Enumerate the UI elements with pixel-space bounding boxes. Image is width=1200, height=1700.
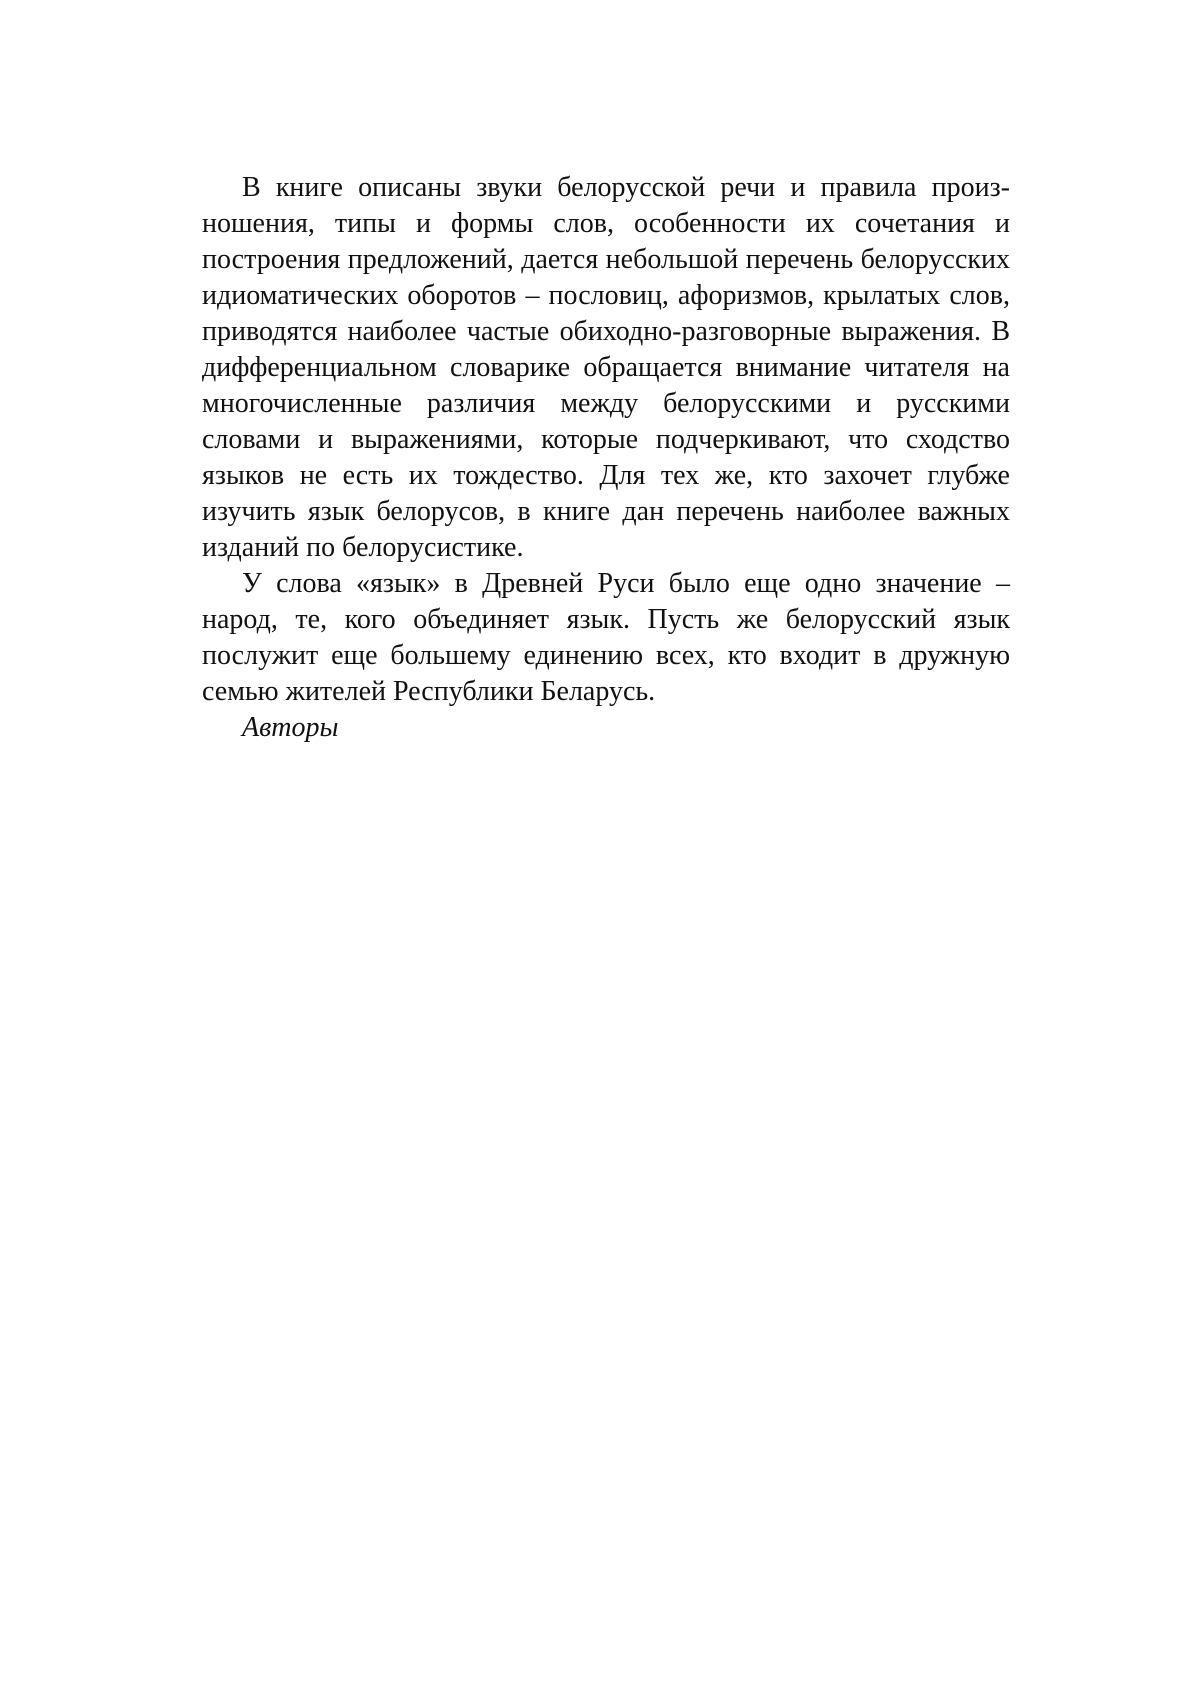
- paragraph-closing: У слова «язык» в Древней Руси было еще одно значение – народ, те, кого объединяет язык. Пусть же белорусский язык послужит еще большему единению всех, кто входит в дружную семью жителей Республики Беларусь.: [202, 568, 1010, 707]
- author-signature: Авторы: [242, 712, 339, 743]
- body-text: [202, 170, 1010, 746]
- paragraph-intro: В книге описаны звуки белорусской речи и правила произношения, типы и формы слов, особенности их сочетания и построения предложений, дается небольшой перечень белорусских идиоматических оборотов – пословиц, афоризмов, крылатых слов, приводятся наиболее частые обиходно-разговорные выражения. В дифференциальном словарике обращается внимание читателя на многочисленные различия между белорусскими и русскими словами и выражениями, которые подчеркивают, что сходство языков не есть их тождество. Для тех же, кто захочет глубже изучить язык белорусов, в книге дан перечень наиболее важных изданий по белорусистике.: [202, 172, 1010, 563]
